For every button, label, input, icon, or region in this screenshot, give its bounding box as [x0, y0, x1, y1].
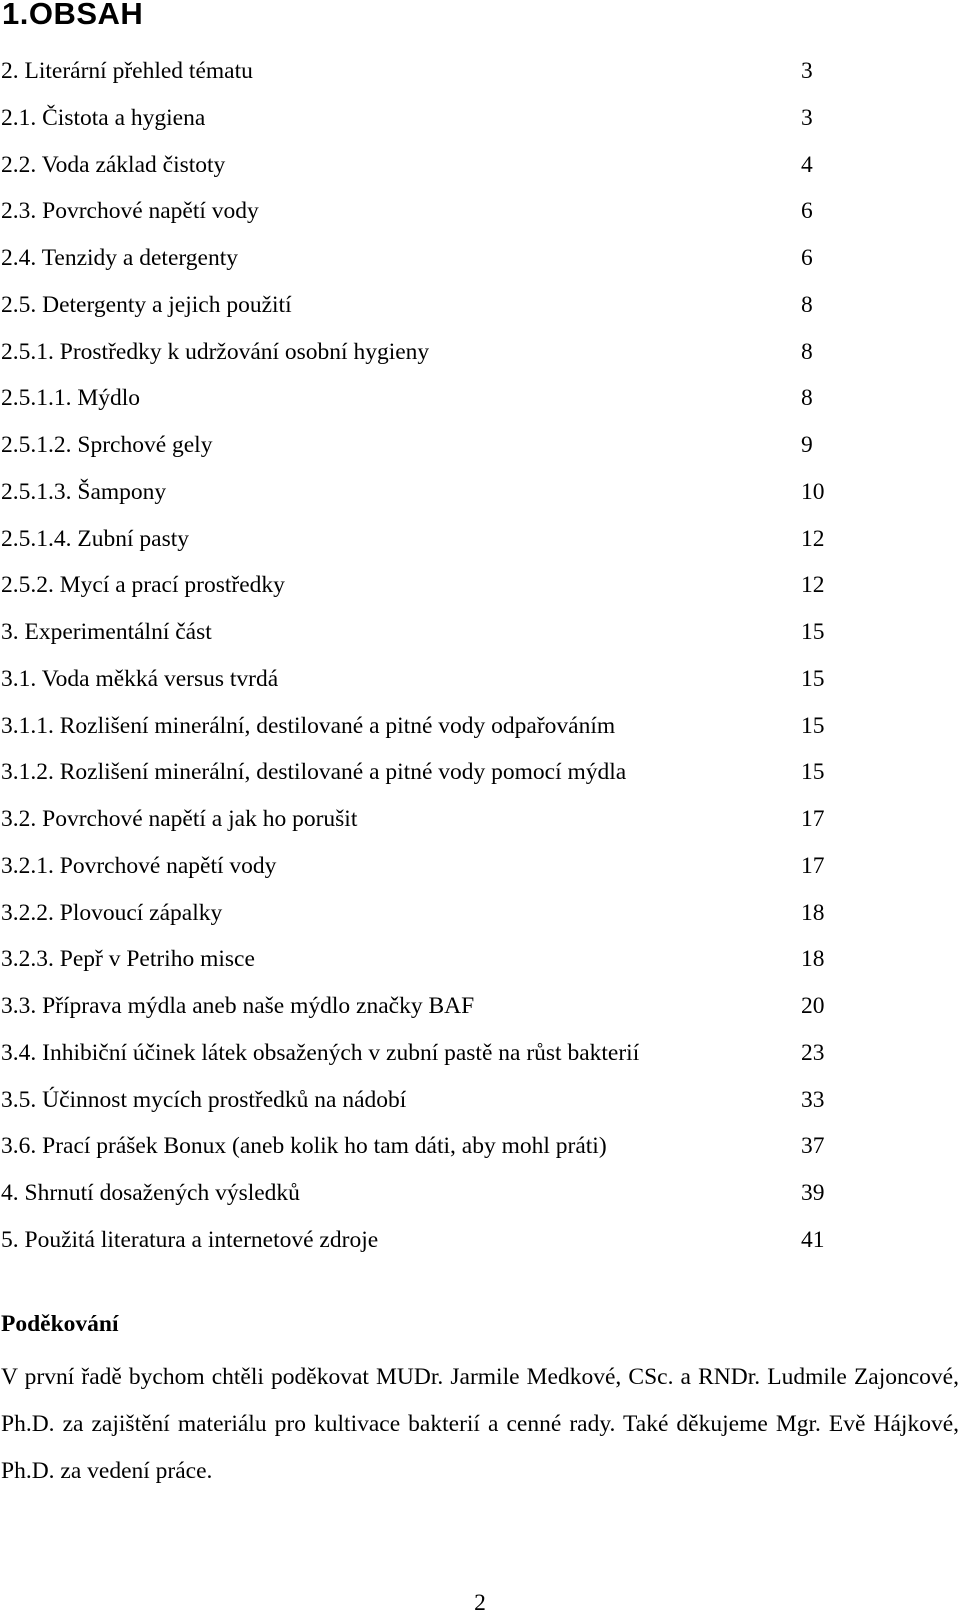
- toc-entry-label: 5. Použitá literatura a internetové zdroje: [1, 1226, 379, 1253]
- toc-entry: [0, 749, 880, 796]
- toc-entry-label: 3.3. Příprava mýdla aneb naše mýdlo značky BAF: [1, 993, 475, 1019]
- toc-entry-page: 23: [801, 1039, 825, 1066]
- toc-entry-page: 8: [801, 291, 813, 318]
- toc-entry: [0, 890, 880, 937]
- toc-entry-label: 2.3. Povrchové napětí vody: [1, 198, 259, 225]
- toc-entry-label: 2. Literární přehled tématu: [1, 58, 253, 84]
- toc-entry-label: 2.1. Čistota a hygiena: [1, 104, 206, 131]
- toc-entry: [0, 936, 880, 983]
- toc-entry-page: 6: [801, 198, 813, 225]
- toc-entry-page: 18: [801, 899, 825, 926]
- toc-entry-label: 2.5.1.2. Sprchové gely: [1, 432, 213, 458]
- toc-entry-label: 2.5.1. Prostředky k udržování osobní hygieny: [1, 338, 430, 365]
- toc-entry: [0, 469, 880, 516]
- toc-entry-page: 39: [801, 1180, 825, 1206]
- toc-entry: [0, 562, 880, 609]
- toc-entry-label: 3.2. Povrchové napětí a jak ho porušit: [1, 806, 358, 832]
- toc-entry: [0, 843, 880, 890]
- toc-entry: [0, 1217, 880, 1264]
- toc-entry: [0, 609, 880, 656]
- toc-entry-page: 3: [801, 58, 813, 84]
- toc-entry-page: 6: [801, 245, 813, 271]
- toc-entry-page: 9: [801, 432, 813, 458]
- toc-entry-page: 12: [801, 525, 825, 552]
- toc-entry-page: 33: [801, 1086, 825, 1113]
- toc-entry: [0, 422, 880, 469]
- toc-entry-page: 8: [801, 385, 813, 412]
- toc-entry-page: 17: [801, 852, 825, 879]
- toc-entry: [0, 983, 880, 1030]
- toc-entry-page: 15: [801, 665, 825, 692]
- toc-entry: [0, 142, 880, 189]
- toc-entry-label: 2.5.1.4. Zubní pasty: [1, 525, 189, 552]
- toc-entry: [0, 656, 880, 703]
- toc-entry-page: 37: [801, 1133, 825, 1160]
- toc-entry: [0, 95, 880, 142]
- acknowledgement-text: V první řadě bychom chtěli poděkovat MUDr. Jarmile Medkové, CSc. a RNDr. Ludmile Zajoncové, Ph.D. za zajištění materiálu pro kultivace bakterií a cenné rady. Také děkujeme Mgr. Evě Hájkové, Ph.D. za vedení práce.: [1, 1364, 959, 1484]
- toc-entry: [0, 235, 880, 282]
- toc-entry-page: 4: [801, 151, 813, 178]
- table-of-contents: [0, 48, 880, 1264]
- toc-entry: [0, 796, 880, 843]
- toc-entry: [0, 188, 880, 235]
- toc-entry-label: 3.1.1. Rozlišení minerální, destilované a pitné vody odpařováním: [1, 712, 616, 739]
- toc-entry-page: 17: [801, 806, 825, 832]
- toc-entry: [0, 329, 880, 376]
- toc-entry-label: 4. Shrnutí dosažených výsledků: [1, 1180, 300, 1206]
- toc-entry: [0, 1170, 880, 1217]
- toc-entry-label: 3.6. Prací prášek Bonux (aneb kolik ho tam dáti, aby mohl práti): [1, 1133, 607, 1160]
- toc-entry: [0, 375, 880, 422]
- toc-entry-label: 2.5.1.1. Mýdlo: [1, 385, 141, 412]
- toc-entry-label: 2.2. Voda základ čistoty: [1, 151, 226, 178]
- toc-entry: [0, 516, 880, 563]
- toc-entry: [0, 48, 880, 95]
- toc-entry-page: 18: [801, 946, 825, 973]
- toc-entry: [0, 282, 880, 329]
- toc-entry-page: 3: [801, 104, 813, 131]
- toc-entry-label: 3.4. Inhibiční účinek látek obsažených v zubní pastě na růst bakterií: [1, 1039, 640, 1066]
- toc-entry-label: 3.1.2. Rozlišení minerální, destilované a pitné vody pomocí mýdla: [1, 759, 627, 786]
- page-title: 1.OBSAH: [2, 0, 144, 31]
- toc-entry-page: 15: [801, 759, 825, 786]
- toc-entry-page: 8: [801, 338, 813, 365]
- toc-entry-label: 3.1. Voda měkká versus tvrdá: [1, 665, 279, 692]
- toc-entry-label: 2.5. Detergenty a jejich použití: [1, 291, 292, 318]
- toc-entry: [0, 703, 880, 750]
- page-number: 2: [474, 1590, 486, 1616]
- toc-entry: [0, 1077, 880, 1124]
- toc-entry-label: 3.5. Účinnost mycích prostředků na nádobí: [1, 1086, 407, 1113]
- toc-entry: [0, 1123, 880, 1170]
- toc-entry-page: 20: [801, 993, 825, 1019]
- toc-entry-label: 2.5.2. Mycí a prací prostředky: [1, 572, 285, 599]
- toc-entry-page: 15: [801, 712, 825, 739]
- toc-entry-label: 3. Experimentální část: [1, 619, 212, 645]
- toc-entry-label: 3.2.2. Plovoucí zápalky: [1, 899, 223, 926]
- toc-entry-page: 12: [801, 572, 825, 599]
- toc-entry-page: 15: [801, 619, 825, 645]
- toc-entry-label: 3.2.3. Pepř v Petriho misce: [1, 946, 255, 973]
- toc-entry: [0, 1030, 880, 1077]
- toc-entry-label: 2.4. Tenzidy a detergenty: [1, 245, 238, 271]
- toc-entry-label: 3.2.1. Povrchové napětí vody: [1, 852, 277, 879]
- toc-entry-page: 41: [801, 1226, 825, 1253]
- acknowledgement-title: Poděkování: [1, 1311, 119, 1337]
- toc-entry-label: 2.5.1.3. Šampony: [1, 478, 167, 505]
- toc-entry-page: 10: [801, 478, 825, 505]
